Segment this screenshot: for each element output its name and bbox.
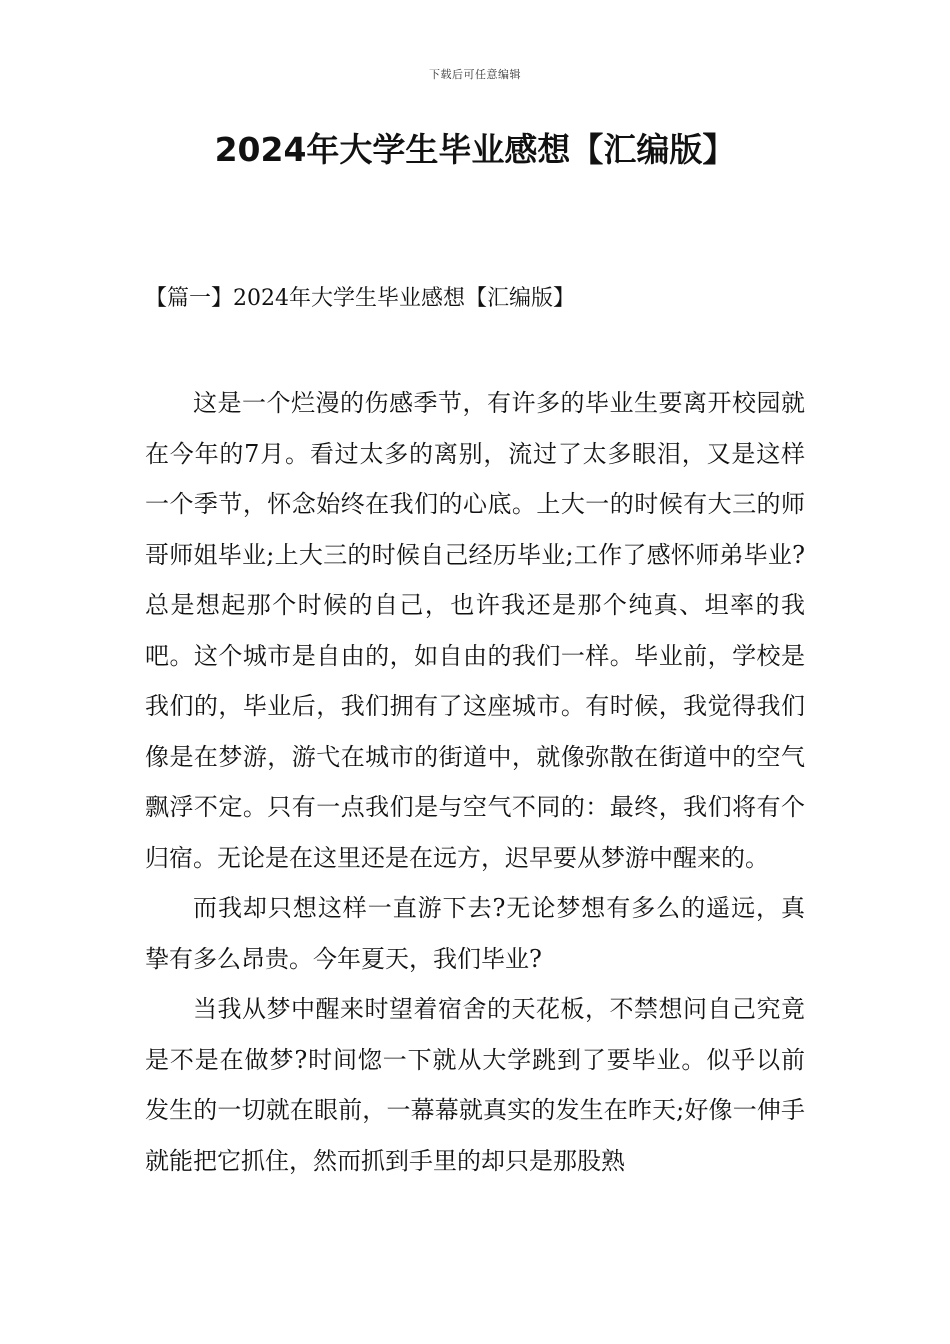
paragraph-1: 这是一个烂漫的伤感季节，有许多的毕业生要离开校园就在今年的7月。看过太多的离别，流过了太多眼泪，又是这样一个季节，怀念始终在我们的心底。上大一的时候有大三的师哥师姐毕业;上大三的时候自己经历毕业;工作了感怀师弟毕业?总是想起那个时候的自己，也许我还是那个纯真、坦率的我吧。这个城市是自由的，如自由的我们一样。毕业前，学校是我们的，毕业后，我们拥有了这座城市。有时候，我觉得我们像是在梦游，游弋在城市的街道中，就像弥散在街道中的空气飘浮不定。只有一点我们是与空气不同的：最终，我们将有个归宿。无论是在这里还是在远方，迟早要从梦游中醒来的。 — [145, 389, 805, 872]
section-heading: 【篇一】2024年大学生毕业感想【汇编版】 — [145, 286, 575, 311]
document-body — [145, 378, 805, 1186]
header-note: 下载后可任意编辑 — [429, 68, 521, 81]
document-title: 2024年大学生毕业感想【汇编版】 — [214, 130, 736, 169]
paragraph-2: 而我却只想这样一直游下去?无论梦想有多么的遥远，真挚有多么昂贵。今年夏天，我们毕业? — [145, 894, 805, 973]
paragraph-3: 当我从梦中醒来时望着宿舍的天花板，不禁想问自己究竟是不是在做梦?时间惚一下就从大学跳到了要毕业。似乎以前发生的一切就在眼前，一幕幕就真实的发生在昨天;好像一伸手就能把它抓住，然而抓到手里的却只是那股熟 — [145, 995, 805, 1175]
